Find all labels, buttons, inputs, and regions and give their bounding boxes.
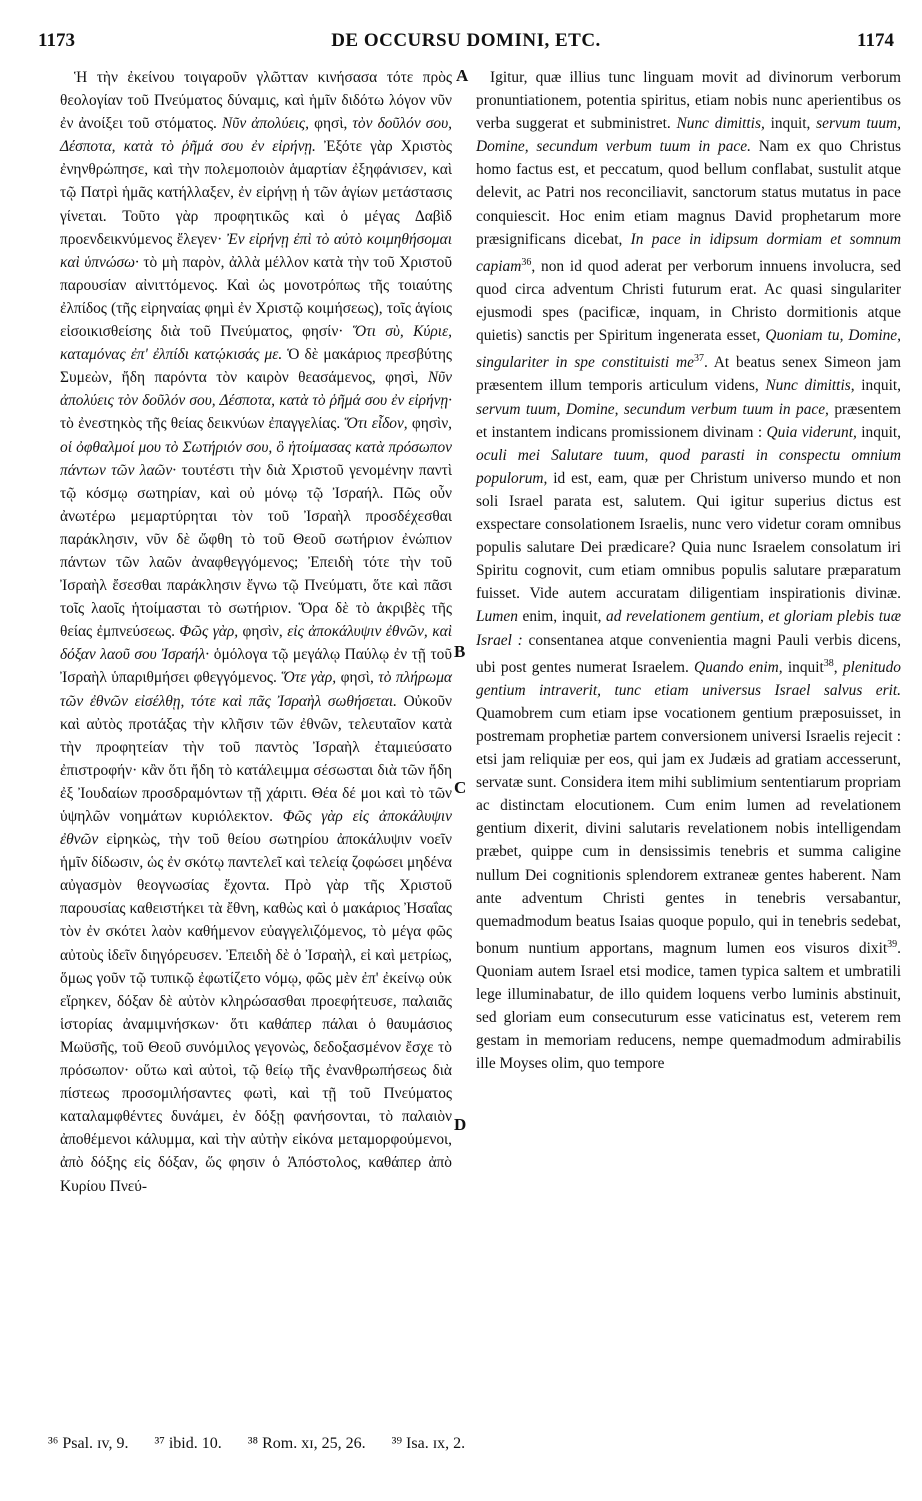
italic-quote: οἱ ὀφθαλμοί μου τὸ Σωτήριόν σου, ὃ ἡτοίμασας κατὰ πρόσωπον πάντων τῶν λαῶν· — [60, 438, 452, 479]
text-run: præsentem et instantem indicans promissionem divinam : — [476, 400, 901, 441]
footnote: ³⁸ Rom. xɪ, 25, 26. — [247, 1435, 366, 1452]
text-run: φησὶν, — [407, 415, 453, 433]
text-run: inquit, — [854, 377, 902, 395]
text-run: τὸ μὴ παρὸν, ἀλλὰ μέλλον κατὰ τὴν τοῦ Χριστοῦ παρουσίαν αἰνιττόμενος. Καὶ ὡς μονοτρόπως τῆς τοιαύτης ἐλπίδος (τῆς εἰρηναίας φημὶ ἐν Χριστῷ κοιμήσεως), τοῖς ἁγίοις εἰσοικισθείσης διὰ τοῦ Πνεύματος, φησίν· — [60, 253, 452, 341]
italic-quote: Ὅτι εἶδον, — [344, 415, 408, 433]
italic-quote: Φῶς γὰρ εἰς ἀποκάλυψιν ἐθνῶν — [60, 808, 452, 849]
text-run: inquit, — [764, 115, 817, 133]
italic-quote: servum tuum, Domine, secundum verbum tuum in pace, — [476, 400, 829, 418]
text-run: τουτέστι τὴν διὰ Χριστοῦ γενομένην παντὶ τῷ κόσμῳ σωτηρίαν, καὶ οὐ μόνῳ τῷ Ἰσραήλ. Πῶς οὖν ἀνωτέρω μεμαρτύρηται τὸν τοῦ Ἰσραὴλ προσδέχεσθαι παράκλησιν, νῦν δὲ ὤφθη τὸ τοῦ Θεοῦ σωτήριον ἐνώπιον πάντων τῶν λαῶν ἀναφθεγγόμενος; Ἐπειδὴ τότε τὴν τοῦ Ἰσραὴλ ἔσεσθαι παράκλησιν ἔγνω τῷ Πνεύματι, ὅτε καὶ πᾶσι τοῖς λαοῖς ἡτοίμασται τὸ σωτήριον. Ὅρα δὲ τὸ ἀκριβὲς τῆς θείας ἐμπνεύσεως. — [60, 461, 452, 641]
italic-quote: servum tuum, Domine, secundum verbum tuum in pace. — [476, 115, 901, 156]
italic-quote: In pace in idipsum dormiam et somnum capiam — [476, 230, 901, 275]
text-run: φησὶν, — [238, 623, 288, 641]
italic-quote: Nunc dimittis, — [676, 115, 765, 133]
section-marker-b: B — [454, 642, 466, 661]
text-run: ὁμόλογα τῷ μεγάλῳ Παύλῳ ἐν τῇ τοῦ Ἰσραὴλ ὑπαριθμήσει φθεγγόμενος. — [60, 646, 452, 687]
italic-quote: Lumen — [476, 608, 518, 626]
text-run: εἰρηκὼς, τὴν τοῦ θείου σωτηρίου ἀποκάλυψιν νοεῖν ἡμῖν δίδωσιν, ὡς ἐν σκότῳ παντελεῖ καὶ τελείᾳ ζοφώσει μηδένα αὐγασμὸν θεογνωσίας ἔχοντα. Πρὸ γὰρ τῆς Χριστοῦ παρουσίας καθειστήκει τὰ ἔθνη, καθὼς καὶ ὁ μακάριος Ἠσαΐας τὸν ἐν σκότει λαὸν καθήμενον εὐαγγελιζόμενος, τὸ μέγα φῶς αὐτοὺς ἰδεῖν διηγόρευσεν. Ἐπειδὴ δὲ ὁ Ἰσραὴλ, εἰ καὶ μετρίως, ὅμως γοῦν τῷ τυπικῷ ἐφωτίζετο νόμῳ, φῶς μὲν ἐπ' ἐκείνῳ οὐκ εἴρηκεν, δόξαν δὲ αὐτὸν κληρώσασθαι προεφήτευσε, παλαιᾶς ἱστορίας ἀναμιμνήσκων· ὅτι καθάπερ πάλαι ὁ θαυμάσιος Μωϋσῆς, τοῦ Θεοῦ συνόμιλος γεγονὼς, δεδοξασμένον ἔσχε τὸ πρόσωπον· οὕτω καὶ αὐτοὶ, τῷ θείῳ τῆς ἐνανθρωπήσεως διὰ πίστεως προσομιλήσαντες φωτὶ, καὶ τῇ τοῦ Πνεύματος καταλαμφθέντες δυνάμει, ἐν δόξῃ φανήσονται, τὸ παλαιὸν ἀποθέμενοι κάλυμμα, καὶ τὴν αὐτὴν εἰκόνα μεταμορφούμενοι, ἀπὸ δόξης εἰς δόξαν, ὥς φησιν ὁ Ἀπόστολος, καθάπερ ἀπὸ Κυρίου Πνεύ- — [60, 831, 452, 1195]
text-run: Igitur, quæ illius tunc linguam movit ad divinorum verborum pronuntiationem, potentia spiritus, etiam nobis nunc aperientibus os verba suggerat et subministret. — [476, 69, 901, 133]
footnote-ref: 37 — [693, 353, 704, 365]
latin-column — [476, 66, 901, 1076]
text-run: consentanea atque convenientia magni Pauli verbis dicens, ubi post gentes numerat Israelem. — [476, 631, 901, 676]
text-run: Ἐξότε γὰρ Χριστὸς ἐνηνθρώπησε, καὶ τὴν πολεμοποιὸν ἁμαρτίαν ἐξηφάνισεν, καὶ τῷ Πατρὶ ἡμᾶς κατήλλαξεν, ἐν εἰρήνῃ ἡ τῶν ἁγίων μετάστασις γίνεται. Τοῦτο γὰρ προφητικῶς καὶ ὁ μέγας Δαβὶδ προενδεικνύμενος ἔλεγεν· — [60, 138, 452, 248]
italic-quote: plenitudo gentium intraverit, tunc etiam universus Israel salvus erit. — [476, 658, 901, 699]
italic-quote: Νῦν ἀπολύεις τὸν δοῦλόν σου, Δέσποτα, κατὰ τὸ ῥῆμά σου ἐν εἰρήνῃ· — [60, 369, 452, 410]
page-number-left: 1173 — [38, 30, 75, 51]
footnote-ref: 36 — [521, 256, 532, 268]
italic-quote: Nunc dimittis, — [765, 377, 855, 395]
text-run: τὸ ἐνεστηκὸς τῆς θείας δεικνύων ἐπαγγελίας. — [60, 415, 345, 433]
footnote-ref: 38 — [823, 657, 834, 669]
footnote: ³⁷ ibid. 10. — [154, 1435, 222, 1452]
italic-quote: εἰς ἀποκάλυψιν ἐθνῶν, καὶ δόξαν λαοῦ σου Ἰσραήλ· — [60, 623, 452, 664]
footnote-ref: 39 — [887, 938, 898, 950]
italic-quote: Ὅτε γὰρ, — [281, 669, 337, 687]
italic-quote: ad revelationem gentium, et gloriam plebis tuæ Israel : — [476, 608, 901, 649]
text-run: Ὁ δὲ μακάριος πρεσβύτης Συμεὼν, ἤδη παρόντα τὸν καιρὸν θεασάμενος, φησὶ, — [60, 346, 452, 387]
italic-quote: oculi mei Salutare tuum, quod parasti in conspectu omnium populorum, — [476, 446, 901, 487]
footnote: ³⁶ Psal. ɪv, 9. — [48, 1435, 129, 1452]
text-run: Ἡ τὴν ἐκείνου τοιγαροῦν γλῶτταν κινήσασα τότε πρὸς θεολογίαν τοῦ Πνεύματος δύναμις, καὶ ἡμῖν διδότω λόγον νῦν ἐν ἀνοίξει τοῦ στόματος. — [60, 69, 452, 133]
section-marker-c: C — [454, 778, 467, 797]
text-run: Quamobrem cum etiam ipse vocationem gentium præposuisset, in postremam prophetiæ partem conversionem universi Israelis rejecit : etsi jam reliquiæ per eos, qui jam ex Judæis ad gratiam accesserunt, servatæ sunt. Considera item mihi sublimium sententiarum propriam ac distinctam elocutionem. Cum enim lumen ad revelationem gentium dixerit, divini salutaris revelationem nobis intelligendam præbet, quippe cum in densissimis tenebris et summa caligine nullum Dei cognitionis splendorem extraneæ gentes haberent. Nam ante adventum Christi gentes in tenebris versabantur, quemadmodum beatus Isaias quoque populo, qui in tenebris sedebat, bonum nuntium apportans, magnum lumen eos visuros dixit — [476, 704, 901, 957]
latin-text — [476, 66, 901, 1076]
text-run: , non id quod aderat per verborum innuens involucra, sed quod circa adventum Christi futurum erat. Ac quasi singulariter ejusmodi spes (pacificæ, inquam, in Christo dormitionis atque quietis) sanctis per Spiritum ingenerata esset, — [476, 257, 901, 345]
greek-text — [60, 66, 452, 1198]
italic-quote: Quia viderunt, — [766, 423, 857, 441]
italic-quote: τὸ πλήρωμα τῶν ἐθνῶν εἰσέλθῃ, τότε καὶ πᾶς Ἰσραὴλ σωθήσεται. — [60, 669, 452, 710]
italic-quote: τὸν δοῦλόν σου, Δέσποτα, κατὰ τὸ ῥῆμά σου ἐν εἰρήνῃ. — [60, 115, 452, 156]
italic-quote: Ἐν εἰρήνῃ ἐπὶ τὸ αὐτὸ κοιμηθήσομαι καὶ ὑπνώσω· — [60, 230, 452, 271]
section-marker-a: A — [456, 66, 469, 85]
text-run: φησὶ, — [308, 115, 353, 133]
text-run: id est, eam, quæ per Christum universo mundo et non soli Israel parata est, salutem. Qui igitur superius dictus est exspectare consolationem Israelis, nunc vero videtur coram omnibus populis salutare Dei prædicare? Quia nunc Israelem consolatum iri Spiritu cognovit, cum etiam omnibus populis salutare præparatum fuisset. Vide autem accuratam diligentiam inspirationis divinæ. — [476, 469, 901, 603]
footnote: ³⁹ Isa. ɪx, 2. — [391, 1435, 466, 1452]
italic-quote: Quoniam tu, Domine, singulariter in spe constituisti me — [476, 327, 901, 372]
section-marker-d: D — [454, 1115, 467, 1134]
running-header — [38, 30, 894, 56]
text-run: inquit — [782, 658, 824, 676]
text-run: , — [833, 658, 843, 676]
italic-quote: Νῦν ἀπολύεις, — [222, 115, 309, 133]
text-run: . Quoniam autem Israel etsi modice, tamen typica saltem et umbratili lege illuminabatur, de illo quidem loquens verbo luminis abstinuit, sed gloriam eum consecuturum esse vaticinatus est, veterem rem gestam in memoriam reducens, nempe quemadmodum admirabilis ille Moyses olim, quo tempore — [476, 939, 901, 1073]
italic-quote: Φῶς γὰρ, — [179, 623, 239, 641]
text-run: Οὐκοῦν καὶ αὐτὸς προτάξας τὴν κλῆσιν τῶν ἐθνῶν, τελευταῖον κατὰ τὴν προφητείαν τὴν τοῦ παντὸς Ἰσραὴλ ἐταμιεύσατο ἐπιστροφήν· κἂν ὅτι ἤδη τὸ κατάλειμμα σέσωσται διὰ τῶν ἤδη ἐξ Ἰουδαίων προσδραμόντων τῇ χάριτι. Θέα δέ μοι καὶ τὸ τῶν ὑψηλῶν νοημάτων κυριόλεκτον. — [60, 692, 452, 825]
page-number-right: 1174 — [857, 30, 894, 51]
italic-quote: Ὅτι σὺ, Κύριε, καταμόνας ἐπ' ἐλπίδι κατῴκισάς με. — [60, 323, 452, 364]
footnotes — [48, 1435, 882, 1453]
greek-column — [60, 66, 452, 1198]
italic-quote: Quando enim, — [694, 658, 783, 676]
text-run: enim, inquit, — [517, 608, 607, 626]
running-title: DE OCCURSU DOMINI, ETC. — [331, 30, 601, 51]
text-run: φησὶ, — [336, 669, 379, 687]
text-run: inquit, — [856, 423, 901, 441]
text-run: . At beatus senex Simeon jam præsentem illum temporis articulum videns, — [476, 354, 901, 395]
text-run: Nam ex quo Christus homo factus est, et peccatum, quod bellum conflabat, sustulit atque delevit, ac Patri nos reconciliavit, sanctorum status mutatus in pace conquiescit. Hoc enim etiam magnus David prophetarum more præsignificans dicebat, — [476, 138, 902, 248]
